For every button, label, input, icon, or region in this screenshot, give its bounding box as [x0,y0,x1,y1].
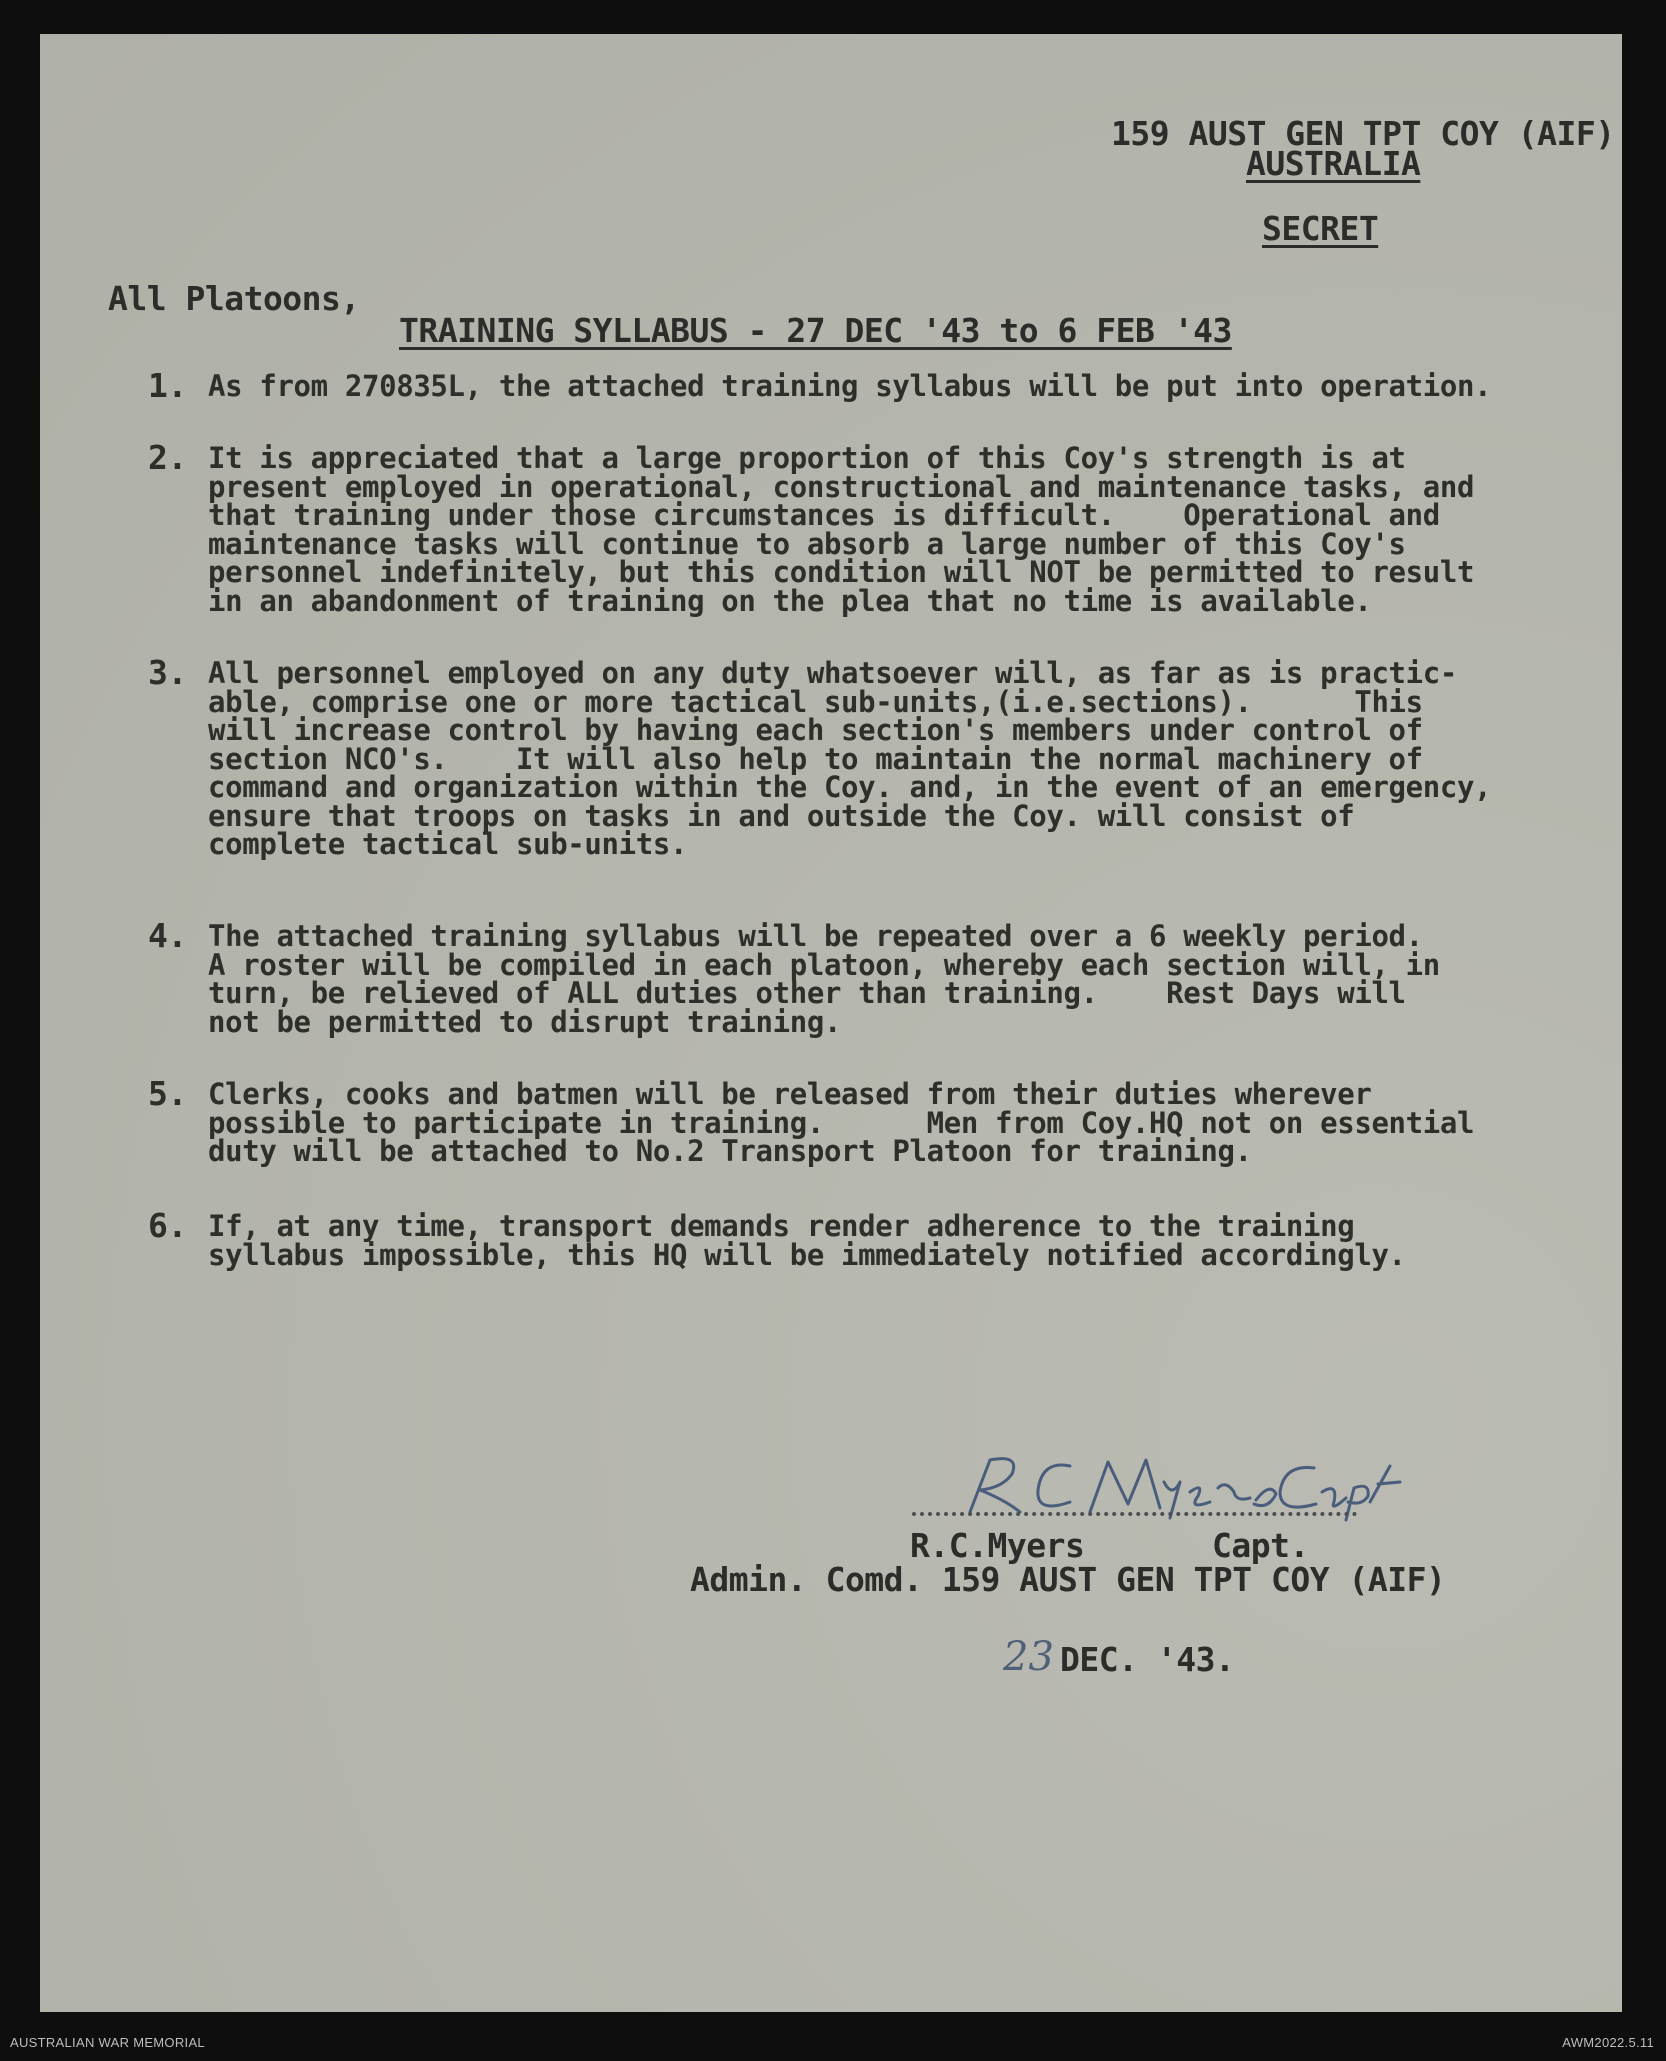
text-line: turn, be relieved of ALL duties other than training. Rest Days will [208,976,1406,1010]
paragraph-number: 6. [148,1206,188,1245]
paragraph-number: 4. [148,916,188,955]
paragraph-number: 1. [148,366,188,405]
text-line: maintenance tasks will continue to absorb a large number of this Coy's [208,526,1406,561]
text-line: command and organization within the Coy. and, in the event of an emergency, [208,770,1492,804]
paragraph-text [208,1209,1406,1272]
document-title: TRAINING SYLLABUS - 27 DEC '43 to 6 FEB '43 [399,311,1232,350]
text-line: will increase control by having each section's members under control of [208,713,1423,747]
text-line: ensure that troops on tasks in and outside the Coy. will consist of [208,798,1355,833]
text-line: The attached training syllabus will be repeated over a 6 weekly period. [208,919,1423,953]
text-line: If, at any time, transport demands render adherence to the training [208,1209,1355,1243]
paragraph-text [208,441,1475,618]
text-line: in an abandonment of training on the plea that no time is available. [208,583,1372,618]
handwritten-day: 23 [1003,1634,1054,1680]
archive-reference: AWM2022.5.11 [1562,2035,1654,2050]
text-line: that training under those circumstances is difficult. Operational and [208,498,1440,532]
text-line: complete tactical sub-units. [208,827,688,861]
classification-stamp: SECRET [1262,209,1379,248]
text-line: As from 270835L, the attached training syllabus will be put into operation. [208,369,1492,403]
text-line: personnel indefinitely, but this condition will NOT be permitted to result [208,555,1475,589]
document-page [40,34,1622,2012]
text-line: syllabus impossible, this HQ will be immediately notified accordingly. [208,1237,1406,1272]
addressee: All Platoons, [108,279,360,318]
unit-header: 159 AUST GEN TPT COY (AIF) [1111,114,1615,153]
typed-date: DEC. '43. [1060,1640,1235,1679]
text-line: All personnel employed on any duty whatsoever will, as far as is practic- [208,656,1457,690]
signatory-name: R.C.Myers [910,1526,1085,1565]
text-line: able, comprise one or more tactical sub-units,(i.e.sections). This [208,684,1423,719]
paragraph-text [208,656,1492,861]
paragraph-text [208,919,1440,1039]
archive-credit: AUSTRALIAN WAR MEMORIAL [10,2035,205,2050]
text-line: It is appreciated that a large proportion of this Coy's strength is at [208,441,1406,475]
paragraph-number: 3. [148,653,188,692]
paragraph-number: 5. [148,1074,188,1113]
country-header: AUSTRALIA [1246,144,1421,183]
text-line: A roster will be compiled in each platoon, whereby each section will, in [208,947,1440,982]
text-line: section NCO's. It will also help to maintain the normal machinery of [208,741,1423,776]
paragraph-number: 2. [148,438,188,477]
text-line: Clerks, cooks and batmen will be released from their duties wherever [208,1077,1372,1111]
paragraph-text [208,1077,1475,1168]
signatory-rank: Capt. [1212,1526,1309,1565]
text-line: duty will be attached to No.2 Transport Platoon for training. [208,1134,1252,1168]
text-line: possible to participate in training. Men from Coy.HQ not on essential [208,1105,1475,1140]
signature-dotted-line [912,1512,1357,1516]
signatory-appointment: Admin. Comd. 159 AUST GEN TPT COY (AIF) [690,1560,1446,1599]
paragraph-text [208,369,1492,403]
text-line: not be permitted to disrupt training. [208,1004,842,1039]
text-line: present employed in operational, constructional and maintenance tasks, and [208,469,1475,504]
